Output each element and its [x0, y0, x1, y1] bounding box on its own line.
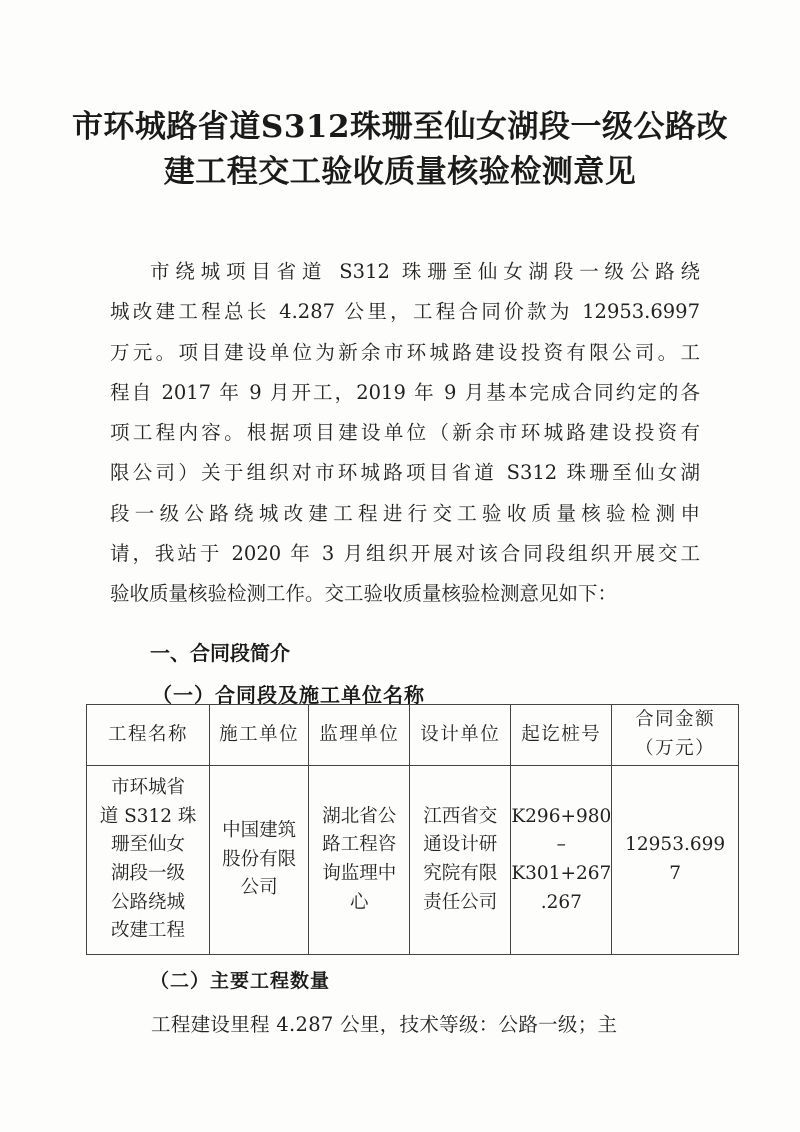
cell-line: –	[556, 834, 566, 856]
cell-contractor	[210, 766, 309, 955]
header-project-name: 工程名称	[87, 705, 210, 766]
subsection-heading-contract-units: （一）合同段及施工单位名称	[152, 683, 425, 707]
table-row	[87, 766, 739, 955]
cell-line: 江西省交	[423, 805, 498, 827]
intro-line: 项工程内容。根据项目建设单位（新余市环城路建设投资有	[110, 421, 700, 445]
contract-table	[86, 704, 739, 955]
intro-line: 验收质量核验检测工作。交工验收质量核验检测意见如下：	[110, 582, 618, 606]
cell-line: .267	[540, 891, 582, 913]
cell-line: 责任公司	[423, 891, 498, 913]
header-supervisor: 监理单位	[309, 705, 410, 766]
cell-line: 珊至仙女	[111, 834, 186, 856]
intro-paragraph	[110, 252, 700, 615]
cell-line: 公路绕城	[111, 891, 186, 913]
intro-line: 请，我站于 2020 年 3 月组织开展对该合同段组织开展交工	[110, 542, 700, 566]
header-contractor: 施工单位	[210, 705, 309, 766]
cell-line: 询监理中	[322, 863, 397, 884]
quantities-paragraph: 工程建设里程 4.287 公里，技术等级：公路一级；主	[151, 1013, 618, 1036]
cell-line: 股份有限	[222, 848, 297, 870]
cell-line: 究院有限	[423, 863, 498, 884]
cell-designer	[410, 766, 511, 955]
intro-line: 市绕城项目省道 S312 珠珊至仙女湖段一级公路绕	[150, 260, 700, 283]
cell-line: 湖北省公	[322, 805, 397, 827]
header-amount-line-2: （万元）	[635, 738, 716, 759]
cell-line: 通设计研	[423, 834, 498, 856]
cell-line: K301+267	[511, 863, 612, 884]
intro-line: 程自 2017 年 9 月开工，2019 年 9 月基本完成合同约定的各	[110, 380, 700, 404]
cell-line: 7	[669, 863, 682, 884]
cell-project-name	[87, 766, 210, 955]
cell-line: 中国建筑	[222, 819, 297, 841]
document-title-line-1: 市环城路省道S312珠珊至仙女湖段一级公路改	[71, 109, 729, 145]
table-header-row	[87, 705, 739, 766]
cell-line: 公司	[240, 877, 278, 899]
cell-line: 12953.699	[625, 834, 726, 856]
cell-contract-amount	[612, 766, 739, 955]
cell-supervisor	[309, 766, 410, 955]
intro-line: 万元。项目建设单位为新余市环城路建设投资有限公司。工	[110, 340, 700, 364]
cell-line: 湖段一级	[111, 863, 186, 884]
header-chainage: 起讫桩号	[511, 705, 612, 766]
header-contract-amount	[612, 705, 739, 766]
intro-line: 城改建工程总长 4.287 公里，工程合同价款为 12953.6997	[110, 300, 700, 324]
cell-line: 道 S312 珠	[99, 805, 197, 827]
intro-line: 段一级公路绕城改建工程进行交工验收质量核验检测申	[110, 501, 700, 525]
cell-line: 改建工程	[111, 920, 186, 942]
header-designer: 设计单位	[410, 705, 511, 766]
cell-line: 市环城省	[111, 776, 186, 798]
cell-line: 心	[349, 891, 369, 913]
header-amount-line-1: 合同金额	[635, 709, 716, 731]
intro-line: 限公司）关于组织对市环城路项目省道 S312 珠珊至仙女湖	[110, 461, 700, 485]
subsection-heading-main-quantities: （二）主要工程数量	[150, 970, 331, 992]
section-heading-contract-intro: 一、合同段简介	[150, 641, 290, 665]
cell-line: K296+980	[511, 805, 612, 827]
cell-line: 路工程咨	[322, 834, 397, 856]
document-title-line-2: 建工程交工验收质量核验检测意见	[163, 154, 637, 190]
cell-chainage	[511, 766, 612, 955]
